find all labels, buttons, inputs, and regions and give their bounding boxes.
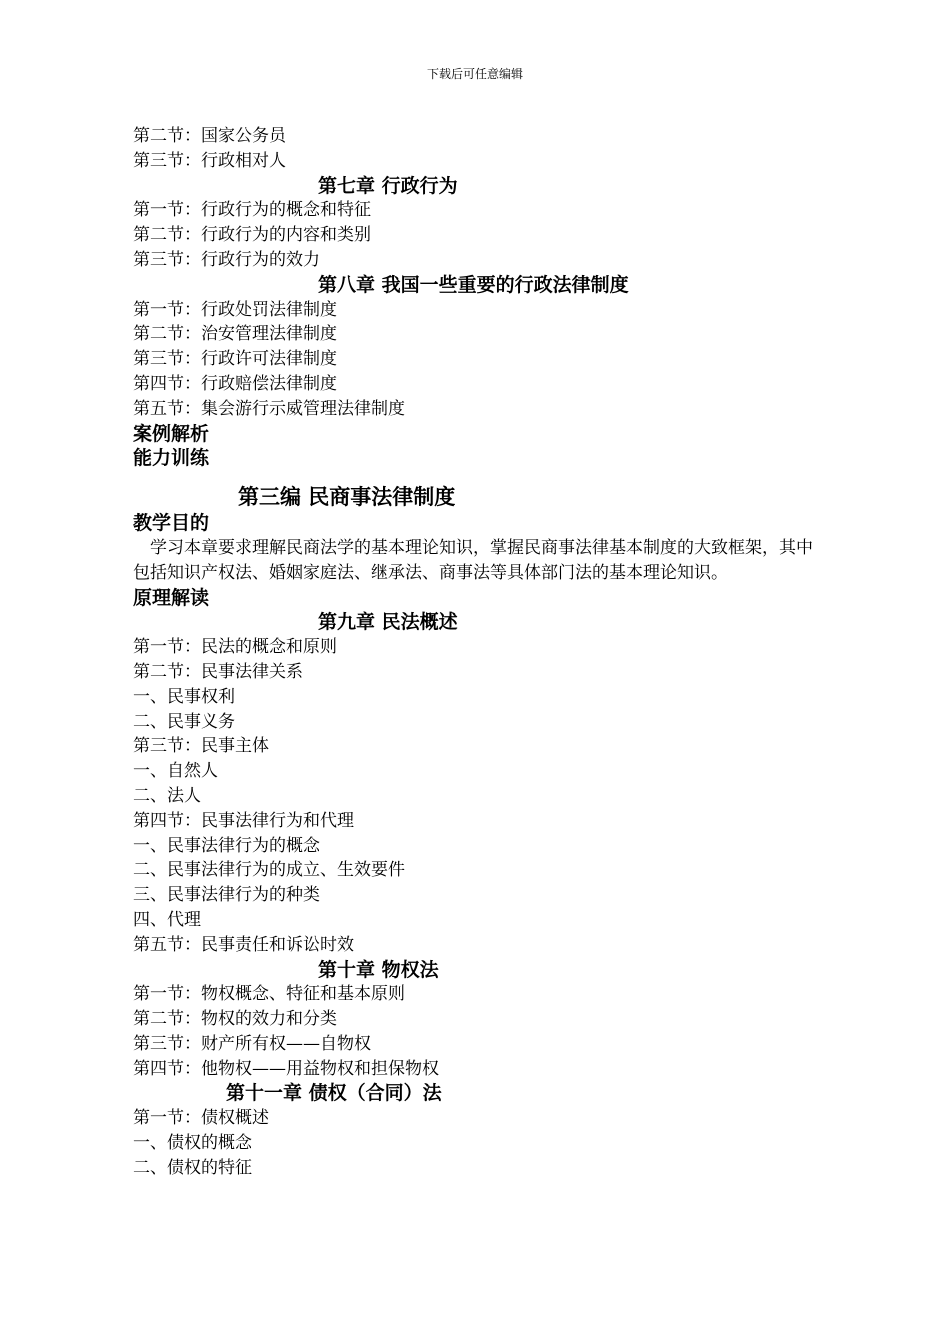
section-line: 第一节：物权概念、特征和基本原则 [133,984,405,1005]
section-line: 二、民事义务 [133,711,235,732]
section-line: 二、民事法律行为的成立、生效要件 [133,860,405,881]
part-title: 第三编 民商事法律制度 [238,485,456,510]
section-heading: 案例解析 [133,422,210,445]
section-line: 四、代理 [133,909,201,930]
section-line: 二、法人 [133,785,201,806]
section-line: 第二节：物权的效力和分类 [133,1009,337,1030]
section-line: 第三节：财产所有权——自物权 [133,1033,371,1054]
section-heading: 能力训练 [133,447,210,470]
section-heading: 原理解读 [133,586,210,609]
chapter-title: 第十一章 债权（合同）法 [226,1082,442,1105]
chapter-title: 第九章 民法概述 [318,611,458,634]
section-line: 第五节：集会游行示威管理法律制度 [133,398,405,419]
section-line: 第二节：行政行为的内容和类别 [133,225,371,246]
section-line: 一、民事权利 [133,686,235,707]
section-line: 第一节：行政行为的概念和特征 [133,200,371,221]
section-line: 第四节：他物权——用益物权和担保物权 [133,1058,439,1079]
section-line: 第一节：行政处罚法律制度 [133,299,337,320]
section-line: 第二节：治安管理法律制度 [133,324,337,345]
section-line: 第二节：民事法律关系 [133,661,303,682]
page-header: 下载后可任意编辑 [426,67,523,81]
section-line: 一、民事法律行为的概念 [133,835,320,856]
section-line: 一、债权的概念 [133,1133,252,1154]
section-line: 第三节：民事主体 [133,736,269,757]
chapter-title: 第七章 行政行为 [318,174,458,197]
chapter-title: 第八章 我国一些重要的行政法律制度 [318,273,629,296]
section-line: 三、民事法律行为的种类 [133,885,320,906]
section-line: 第四节：民事法律行为和代理 [133,810,354,831]
section-line: 一、自然人 [133,761,218,782]
section-line: 第四节：行政赔偿法律制度 [133,373,337,394]
section-line: 第一节：债权概述 [133,1108,269,1129]
section-line: 第三节：行政行为的效力 [133,249,320,270]
document-body [133,124,823,1181]
section-heading: 教学目的 [133,512,210,535]
section-line: 第三节：行政相对人 [133,150,286,171]
section-line: 二、债权的特征 [133,1157,252,1178]
section-line: 第五节：民事责任和诉讼时效 [133,934,354,955]
section-line: 第三节：行政许可法律制度 [133,349,337,370]
section-line: 第一节：民法的概念和原则 [133,637,337,658]
section-line: 第二节：国家公务员 [133,126,286,146]
chapter-title: 第十章 物权法 [318,958,439,981]
paragraph: 学习本章要求理解民商法学的基本理论知识，掌握民商事法律基本制度的大致框架，其中包括知识产权法、婚姻家庭法、继承法、商事法等具体部门法的基本理论知识。 [133,537,813,583]
